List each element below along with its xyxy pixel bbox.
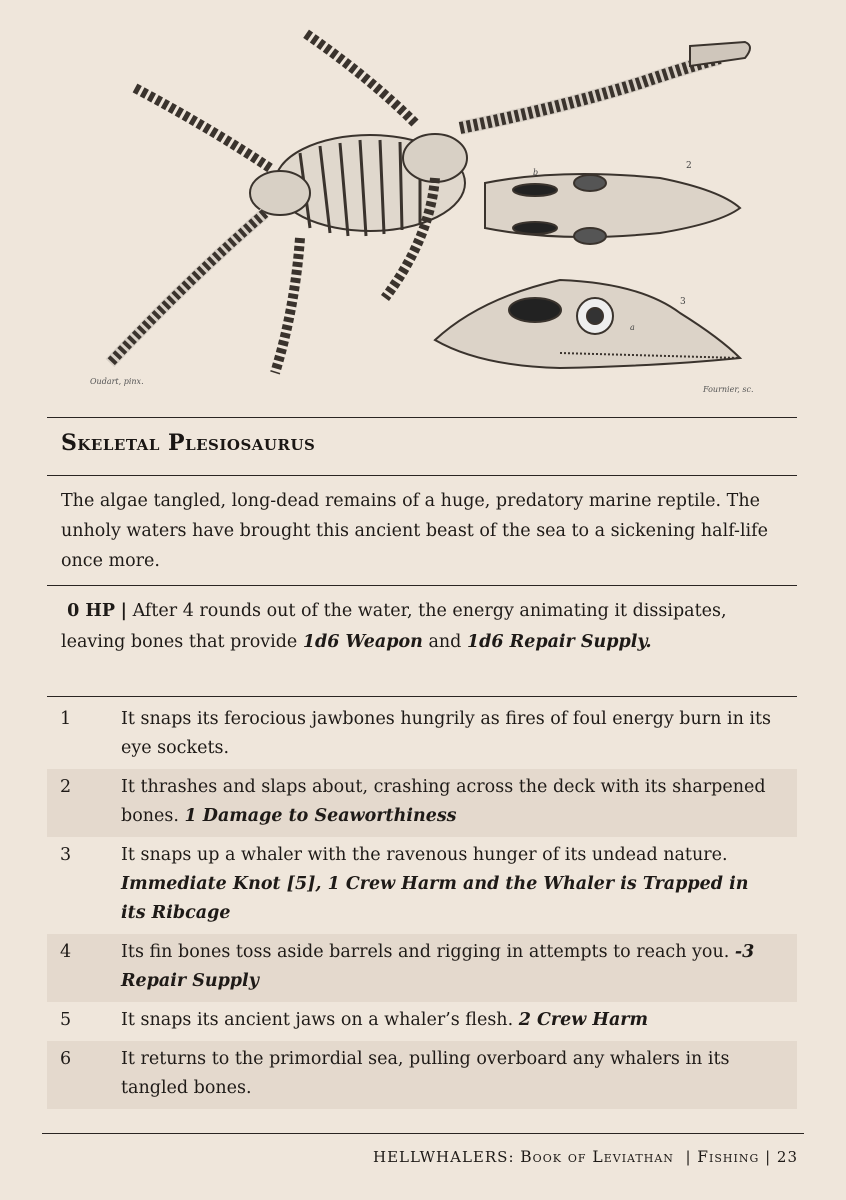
row-description: It snaps up a whaler with the ravenous hunger of its undead nature. <box>121 845 728 865</box>
row-number: 6 <box>60 1049 72 1069</box>
footer-sep: | <box>685 1148 692 1166</box>
action-table <box>47 701 797 1109</box>
row-description: It thrashes and slaps about, crashing across the deck with its sharpened bones. <box>121 777 766 826</box>
row-text <box>121 938 797 996</box>
row-effect: 1 Damage to Seaworthiness <box>184 806 457 826</box>
table-row <box>47 837 797 934</box>
divider <box>47 417 797 418</box>
row-description: It snaps its ancient jaws on a whaler’s flesh. <box>121 1010 514 1030</box>
creature-stats <box>61 596 791 658</box>
row-number: 2 <box>60 777 72 797</box>
row-description: It returns to the primordial sea, pulling overboard any whalers in its tangled bones. <box>121 1049 730 1098</box>
table-row <box>47 1002 797 1041</box>
divider <box>47 585 797 586</box>
row-number: 1 <box>60 709 72 729</box>
repair-reward: 1d6 Repair Supply. <box>466 632 652 652</box>
row-effect: Immediate Knot [5], 1 Crew Harm and the Whaler is Trapped in its Ribcage <box>121 874 749 923</box>
row-text <box>121 705 797 763</box>
hp-separator: | <box>120 601 128 621</box>
divider <box>47 696 797 697</box>
hp-text: After 4 rounds out of the water, the energy animating it dissipates, leaving bones that provide <box>61 601 727 652</box>
creature-description: The algae tangled, long-dead remains of a huge, predatory marine reptile. The unholy waters have brought this ancient beast of the sea to a sickening half-life once more. <box>61 491 768 571</box>
footer-sep: | <box>765 1148 772 1166</box>
row-description: Its fin bones toss aside barrels and rigging in attempts to reach you. <box>121 942 730 962</box>
fig3-label: 3 <box>680 297 686 307</box>
credit-right: Fournier, sc. <box>703 385 754 394</box>
footer-book-title: HELLWHALERS: <box>372 1148 515 1166</box>
row-effect: 2 Crew Harm <box>518 1010 649 1030</box>
footer-subtitle: Book of Leviathan <box>520 1148 674 1166</box>
page-number: 23 <box>776 1148 798 1166</box>
row-text <box>121 1045 797 1103</box>
creature-title-text: Skeletal Plesiosaurus <box>61 430 316 456</box>
table-row <box>47 769 797 837</box>
table-row <box>47 934 797 1002</box>
table-row <box>47 1041 797 1109</box>
row-text <box>121 1006 797 1035</box>
row-description: It snaps its ferocious jawbones hungrily as fires of foul energy burn in its eye sockets. <box>121 709 772 758</box>
divider <box>47 475 797 476</box>
hp-value: 0 HP <box>67 601 116 621</box>
page-footer <box>373 1148 798 1166</box>
weapon-reward: 1d6 Weapon <box>302 632 423 652</box>
credit-left: Oudart, pinx. <box>90 377 144 386</box>
footer-section: Fishing <box>697 1148 760 1166</box>
row-effect: -3 Repair Supply <box>121 942 755 991</box>
row-number: 3 <box>60 845 72 865</box>
table-row <box>47 701 797 769</box>
row-number: 4 <box>60 942 72 962</box>
row-text <box>121 841 797 928</box>
footer-divider <box>42 1133 804 1134</box>
and-text: and <box>428 632 462 652</box>
row-text <box>121 773 797 831</box>
row-number: 5 <box>60 1010 72 1030</box>
fig-a-label: a <box>630 323 635 332</box>
plesiosaurus-skeleton-illustration <box>40 18 806 410</box>
fig2-label: 2 <box>686 161 692 171</box>
fig-b-label: b <box>533 168 539 177</box>
creature-title <box>61 430 315 456</box>
